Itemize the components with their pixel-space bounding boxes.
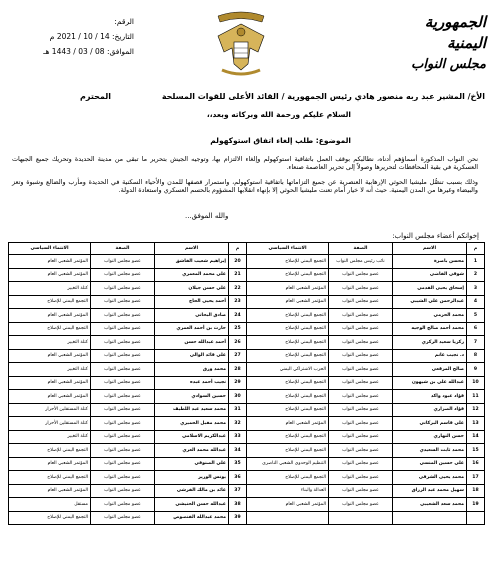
political-affiliation: التجمع اليمني للإصلاح xyxy=(247,444,329,458)
member-name: محمد الحزمي xyxy=(393,309,467,323)
subject-line: الموضوع: طلب إلغاء اتفاق استوكهولم xyxy=(210,136,351,145)
member-name: أحمد يحيى الحاج xyxy=(155,295,229,309)
member-name: سهيل محمد عبد الرزاق xyxy=(393,484,467,498)
row-number: 18 xyxy=(467,484,485,498)
row-number: 12 xyxy=(467,403,485,417)
row-number: 11 xyxy=(467,390,485,404)
row-number xyxy=(467,511,485,525)
member-role: عضو مجلس النواب xyxy=(329,471,393,485)
table-row xyxy=(9,457,485,471)
date-gregorian: التاريخ: 14 / 10 / 2021 م xyxy=(49,32,134,41)
table-row xyxy=(9,336,485,350)
political-affiliation: التجمع اليمني للإصلاح xyxy=(247,430,329,444)
political-affiliation: كتلة المستقلين الأحرار xyxy=(9,417,91,431)
table-row xyxy=(9,376,485,390)
member-name: محمد ورق xyxy=(155,363,229,377)
row-number: 32 xyxy=(229,417,247,431)
political-affiliation: المؤتمر الشعبي العام xyxy=(247,417,329,431)
member-name xyxy=(393,511,467,525)
table-row xyxy=(9,484,485,498)
political-affiliation: المؤتمر الشعبي العام xyxy=(9,376,91,390)
political-affiliation: التنظيم الوحدوي الشعبي الناصري xyxy=(247,457,329,471)
member-role: عضو مجلس النواب xyxy=(91,295,155,309)
member-role: عضو مجلس النواب xyxy=(91,349,155,363)
member-name: عبدالرحمن علي الشيبي xyxy=(393,295,467,309)
member-role: عضو مجلس النواب xyxy=(91,471,155,485)
member-role xyxy=(329,511,393,525)
row-number: 37 xyxy=(229,484,247,498)
reference-block xyxy=(14,14,134,59)
row-number: 1 xyxy=(467,255,485,269)
member-role: عضو مجلس النواب xyxy=(329,417,393,431)
member-role: عضو مجلس النواب xyxy=(329,403,393,417)
row-number: 8 xyxy=(467,349,485,363)
signatories-intro: إخوانكم أعضاء مجلس النواب: xyxy=(392,232,479,240)
row-number: 16 xyxy=(467,457,485,471)
row-number: 28 xyxy=(229,363,247,377)
political-affiliation: مستقل xyxy=(9,498,91,512)
row-number: 27 xyxy=(229,349,247,363)
table-row xyxy=(9,282,485,296)
row-number: 17 xyxy=(467,471,485,485)
row-number: 26 xyxy=(229,336,247,350)
member-role: عضو مجلس النواب xyxy=(91,390,155,404)
row-number: 38 xyxy=(229,498,247,512)
member-role: عضو مجلس النواب xyxy=(329,444,393,458)
political-affiliation: المؤتمر الشعبي العام xyxy=(247,295,329,309)
row-number: 19 xyxy=(467,498,485,512)
member-name: د. نجيب غانم xyxy=(393,349,467,363)
row-number: 22 xyxy=(229,282,247,296)
logo-line2: مجلس النواب xyxy=(411,57,486,72)
member-name: زكريا سعيد الزكري xyxy=(393,336,467,350)
member-name: عائد بن مالك القرشي xyxy=(155,484,229,498)
table-row xyxy=(9,471,485,485)
column-header: م xyxy=(229,243,247,255)
member-name: عبدالله محمد العزي xyxy=(155,444,229,458)
member-name: عبدالكريم الاسلامي xyxy=(155,430,229,444)
member-role: عضو مجلس النواب xyxy=(91,255,155,269)
member-name: محمد سعد الشعيبي xyxy=(393,498,467,512)
row-number: 2 xyxy=(467,268,485,282)
member-role: عضو مجلس النواب xyxy=(329,376,393,390)
column-header: الصفة xyxy=(91,243,155,255)
member-role: عضو مجلس النواب xyxy=(329,268,393,282)
table-row xyxy=(9,349,485,363)
row-number: 21 xyxy=(229,268,247,282)
member-name: إسحاق يحيى القدمي xyxy=(393,282,467,296)
body-paragraph-2: وذلك بسبب تنصُّل مليشيا الحوثي الإرهابية العنصرية عن جميع التزاماتها باتفاقية استوكهولم، واستمرار قصفها للمدن والأحياء السكنية في الحديدة ومأرب والضالع وشبوة وتعز والبيضاء وغيرها من المدن اليمنية. حيث أنه لا خيار أمام تعنت مليشيا الحوثي إلا بإنهاء انقلابها المشؤوم بالحسم العسكري واستعادة الدولة. xyxy=(12,178,478,194)
political-affiliation: كتلة المستقلين الأحرار xyxy=(9,403,91,417)
political-affiliation: التجمع اليمني للإصلاح xyxy=(9,295,91,309)
political-affiliation: التجمع اليمني للإصلاح xyxy=(247,309,329,323)
political-affiliation: التجمع اليمني للإصلاح xyxy=(247,268,329,282)
member-name: علي قائد الوالي xyxy=(155,349,229,363)
member-role: عضو مجلس النواب xyxy=(91,363,155,377)
row-number: 23 xyxy=(229,295,247,309)
row-number: 14 xyxy=(467,430,485,444)
column-header: الاسم xyxy=(155,243,229,255)
member-role: عضو مجلس النواب xyxy=(91,282,155,296)
date-hijri: الموافق: 08 / 03 / 1443 هـ xyxy=(43,47,134,56)
political-affiliation: كتلة التغيير xyxy=(9,363,91,377)
member-name: حارث بن أحمد العمري xyxy=(155,322,229,336)
row-number: 13 xyxy=(467,417,485,431)
table-row xyxy=(9,295,485,309)
row-number: 24 xyxy=(229,309,247,323)
table-header-row xyxy=(9,243,485,255)
table-row xyxy=(9,498,485,512)
table-body xyxy=(9,255,485,525)
table-row xyxy=(9,403,485,417)
column-header: الاسم xyxy=(393,243,467,255)
table-row xyxy=(9,511,485,525)
yemen-eagle-emblem-icon xyxy=(212,8,270,80)
political-affiliation: التجمع اليمني للإصلاح xyxy=(247,336,329,350)
row-number: 10 xyxy=(467,376,485,390)
closing: والله الموفق... xyxy=(185,212,229,220)
political-affiliation xyxy=(247,511,329,525)
member-role: عضو مجلس النواب xyxy=(329,430,393,444)
table-row xyxy=(9,363,485,377)
political-affiliation: المؤتمر الشعبي العام xyxy=(9,309,91,323)
table-row xyxy=(9,309,485,323)
member-role: نائب رئيس مجلس النواب xyxy=(329,255,393,269)
table-row xyxy=(9,268,485,282)
member-role: عضو مجلس النواب xyxy=(91,376,155,390)
row-number: 4 xyxy=(467,295,485,309)
row-number: 7 xyxy=(467,336,485,350)
member-name: صالح المرقعي xyxy=(393,363,467,377)
table-row xyxy=(9,255,485,269)
political-affiliation: التجمع اليمني للإصلاح xyxy=(247,376,329,390)
member-role: عضو مجلس النواب xyxy=(91,309,155,323)
member-role: عضو مجلس النواب xyxy=(91,484,155,498)
table-row xyxy=(9,390,485,404)
member-role: عضو مجلس النواب xyxy=(329,363,393,377)
member-name: فؤاد عبود واكد xyxy=(393,390,467,404)
political-affiliation: كتلة التغيير xyxy=(9,336,91,350)
body-paragraph-1: نحن النواب المذكورة أسماؤهم أدناه، نطالبكم بوقف العمل باتفاقية استوكهولم وإلغاء الالتزام بها، وتوجيه الجيش بتحرير ما تبقى من مدينة الحديدة وتحريك جميع الجبهات العسكرية في بقية المحافظات لتحريرها وصولاً إلى تحرير العاصمة صنعاء. xyxy=(12,155,478,171)
member-name: شوقي القاضي xyxy=(393,268,467,282)
column-header: الصفة xyxy=(329,243,393,255)
row-number: 15 xyxy=(467,444,485,458)
political-affiliation: التجمع اليمني للإصلاح xyxy=(247,390,329,404)
table-row xyxy=(9,322,485,336)
political-affiliation: العدالة والبناء xyxy=(247,484,329,498)
political-affiliation: المؤتمر الشعبي العام xyxy=(9,484,91,498)
member-name: علي الصنوفي xyxy=(155,457,229,471)
member-role: عضو مجلس النواب xyxy=(329,336,393,350)
member-name: علي محمد المعمري xyxy=(155,268,229,282)
row-number: 29 xyxy=(229,376,247,390)
member-role: عضو مجلس النواب xyxy=(91,457,155,471)
column-header: م xyxy=(467,243,485,255)
honorific: المحترم xyxy=(80,92,111,101)
row-number: 31 xyxy=(229,403,247,417)
member-role: عضو مجلس النواب xyxy=(91,417,155,431)
table-row xyxy=(9,430,485,444)
political-affiliation: التجمع اليمني للإصلاح xyxy=(9,322,91,336)
row-number: 36 xyxy=(229,471,247,485)
member-role: عضو مجلس النواب xyxy=(329,322,393,336)
member-name: إبراهيم شعيب القاشق xyxy=(155,255,229,269)
signatories-table xyxy=(8,242,485,525)
political-affiliation: التجمع اليمني للإصلاح xyxy=(247,471,329,485)
political-affiliation: المؤتمر الشعبي العام xyxy=(247,498,329,512)
member-role: عضو مجلس النواب xyxy=(91,498,155,512)
addressee: الأخ/ المشير عبد ربه منصور هادي رئيس الجمهورية / القائد الأعلى للقوات المسلحة xyxy=(161,92,485,101)
member-name: صادق البحاني xyxy=(155,309,229,323)
member-name: نجيب أحمد عبده xyxy=(155,376,229,390)
member-name: عبدالله علي بن شيهون xyxy=(393,376,467,390)
greeting: السلام عليكم ورحمة الله وبركاته وبعد،، xyxy=(206,110,351,119)
member-role: عضو مجلس النواب xyxy=(91,430,155,444)
member-name: علي حسين المنسي xyxy=(393,457,467,471)
member-name: محسن باصرة xyxy=(393,255,467,269)
member-name: يونس الوزير xyxy=(155,471,229,485)
member-role: عضو مجلس النواب xyxy=(91,444,155,458)
table-row xyxy=(9,417,485,431)
row-number: 25 xyxy=(229,322,247,336)
member-name: فؤاد الصراري xyxy=(393,403,467,417)
member-role: عضو مجلس النواب xyxy=(329,295,393,309)
member-role: عضو مجلس النواب xyxy=(91,268,155,282)
member-role: عضو مجلس النواب xyxy=(329,309,393,323)
member-name: محمد أحمد صالح الوجيه xyxy=(393,322,467,336)
political-affiliation: المؤتمر الشعبي العام xyxy=(247,282,329,296)
column-header: الانتماء السياسي xyxy=(247,243,329,255)
political-affiliation: التجمع اليمني للإصلاح xyxy=(9,471,91,485)
member-name: حسين السوادي xyxy=(155,390,229,404)
member-name: محمد عبدالله القنصوص xyxy=(155,511,229,525)
row-number: 35 xyxy=(229,457,247,471)
political-affiliation: المؤتمر الشعبي العام xyxy=(9,390,91,404)
political-affiliation: التجمع اليمني للإصلاح xyxy=(9,444,91,458)
row-number: 5 xyxy=(467,309,485,323)
member-name: عبدالله حسن الحنيشي xyxy=(155,498,229,512)
member-name: علي حسن جيلان xyxy=(155,282,229,296)
member-role: عضو مجلس النواب xyxy=(329,457,393,471)
member-role: عضو مجلس النواب xyxy=(91,403,155,417)
political-affiliation: المؤتمر الشعبي العام xyxy=(9,268,91,282)
political-affiliation: المؤتمر الشعبي العام xyxy=(9,457,91,471)
member-role: عضو مجلس النواب xyxy=(91,336,155,350)
political-affiliation: التجمع اليمني للإصلاح xyxy=(247,403,329,417)
row-number: 30 xyxy=(229,390,247,404)
member-role: عضو مجلس النواب xyxy=(329,484,393,498)
row-number: 6 xyxy=(467,322,485,336)
member-role: عضو مجلس النواب xyxy=(329,390,393,404)
political-affiliation: كتلة التغيير xyxy=(9,282,91,296)
ref-number: الرقم: xyxy=(114,17,134,26)
member-role: عضو مجلس النواب xyxy=(329,498,393,512)
political-affiliation: المؤتمر الشعبي العام xyxy=(9,349,91,363)
table-row xyxy=(9,444,485,458)
member-role: عضو مجلس النواب xyxy=(329,349,393,363)
political-affiliation: التجمع اليمني للإصلاح xyxy=(247,322,329,336)
political-affiliation: التجمع اليمني للإصلاح xyxy=(9,511,91,525)
letterhead-logo xyxy=(386,12,486,75)
member-name: علي قاسم البركاني xyxy=(393,417,467,431)
member-name: محمد مقبل الحميري xyxy=(155,417,229,431)
political-affiliation: الحزب الاشتراكي اليمني xyxy=(247,363,329,377)
member-name: أحمد عبدالله حسن xyxy=(155,336,229,350)
member-name: حسن النهاري xyxy=(393,430,467,444)
row-number: 9 xyxy=(467,363,485,377)
member-name: محمد يحيى الشرفي xyxy=(393,471,467,485)
member-role: عضو مجلس النواب xyxy=(91,511,155,525)
political-affiliation: التجمع اليمني للإصلاح xyxy=(247,349,329,363)
row-number: 34 xyxy=(229,444,247,458)
column-header: الانتماء السياسي xyxy=(9,243,91,255)
row-number: 39 xyxy=(229,511,247,525)
row-number: 33 xyxy=(229,430,247,444)
row-number: 20 xyxy=(229,255,247,269)
political-affiliation: كتلة التغيير xyxy=(9,430,91,444)
member-role: عضو مجلس النواب xyxy=(329,282,393,296)
row-number: 3 xyxy=(467,282,485,296)
logo-line1: الجمهورية اليمنية xyxy=(424,13,486,52)
member-role: عضو مجلس النواب xyxy=(91,322,155,336)
political-affiliation: المؤتمر الشعبي العام xyxy=(9,255,91,269)
member-name: محمد سعيد عبد اللطيف xyxy=(155,403,229,417)
political-affiliation: التجمع اليمني للإصلاح xyxy=(247,255,329,269)
member-name: محمد ثابت السعيدي xyxy=(393,444,467,458)
